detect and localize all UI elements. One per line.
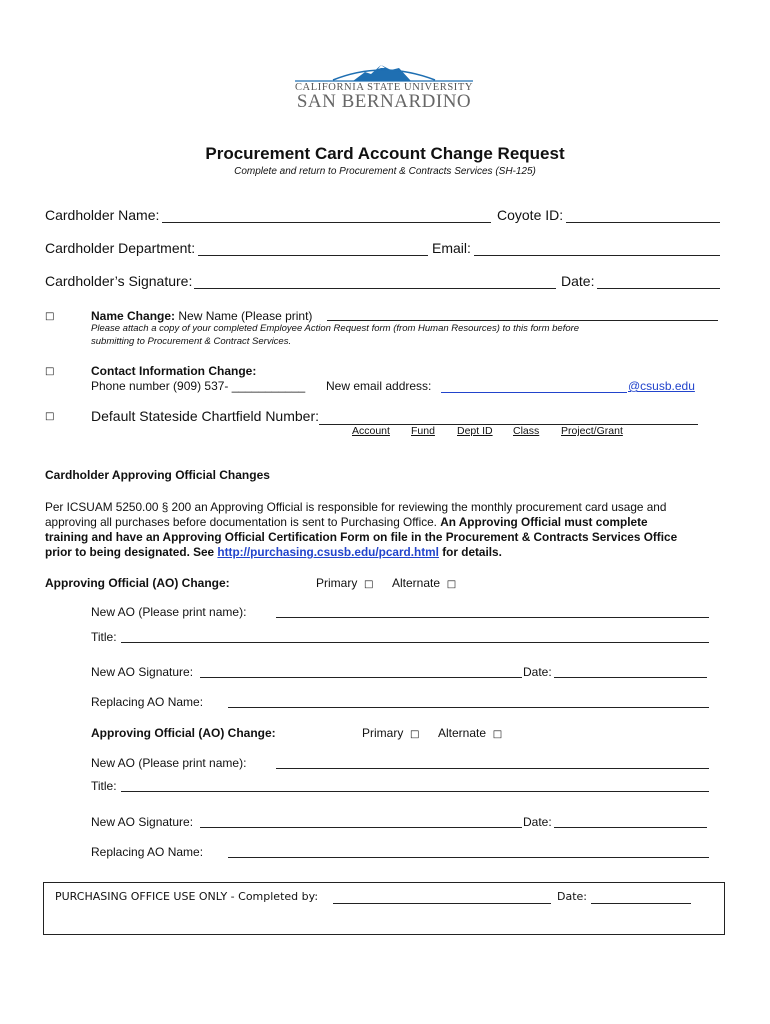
- ao-paragraph: [45, 500, 677, 560]
- ao-block-2-alternate: Alternate □: [438, 726, 503, 740]
- email-label: Email:: [432, 240, 471, 256]
- ao-block-2-primary: Primary □: [362, 726, 420, 740]
- chartfield-label: Default Stateside Chartfield Number:: [91, 408, 319, 424]
- contact-change-checkbox[interactable]: □: [45, 366, 55, 377]
- ao-paragraph-line-3: training and have an Approving Official Certification Form on file in the Procurement & Contracts Services Office: [45, 530, 678, 544]
- name-change-text: New Name (Please print): [178, 309, 313, 323]
- ao-paragraph-line-2: approving all purchases before documentation is sent to Purchasing Office. An Approving Official must complete: [45, 515, 648, 529]
- ao-section-heading: Cardholder Approving Official Changes: [45, 468, 270, 482]
- logo-line-2: SAN BERNARDINO: [296, 91, 472, 112]
- chartfield-part-class: Class: [513, 425, 540, 437]
- logo-line-1: CALIFORNIA STATE UNIVERSITY: [294, 82, 474, 93]
- ao-block-2-replacing-label: Replacing AO Name:: [91, 845, 204, 859]
- coyote-id-field[interactable]: [566, 222, 720, 223]
- office-use-box: [43, 882, 725, 935]
- ao-block-2-new-ao-label: New AO (Please print name):: [91, 756, 247, 770]
- ao-block-2-signature-label: New AO Signature:: [91, 815, 194, 829]
- ao-block-1-title-label: Title:: [91, 630, 117, 644]
- chartfield-checkbox[interactable]: □: [45, 411, 55, 422]
- pcard-link[interactable]: http://purchasing.csusb.edu/pcard.html: [217, 545, 439, 559]
- ao-block-2-title-field[interactable]: [121, 791, 709, 792]
- office-use-text: PURCHASING OFFICE USE ONLY - Completed by:: [55, 890, 319, 903]
- chartfield-part-account: Account: [352, 425, 390, 437]
- ao-block-1-signature-label: New AO Signature:: [91, 665, 194, 679]
- department-label: Cardholder Department:: [45, 240, 196, 256]
- ao-block-1-alternate: Alternate □: [392, 576, 457, 590]
- ao-block-1-replacing-field[interactable]: [228, 707, 709, 708]
- name-change-line: [91, 309, 312, 323]
- ao-paragraph-line-1: Per ICSUAM 5250.00 § 200 an Approving Official is responsible for reviewing the monthly procurement card usage and: [45, 500, 667, 514]
- signature-label: Cardholder’s Signature:: [45, 273, 193, 289]
- ao-block-1-title-field[interactable]: [121, 642, 709, 643]
- phone-number-label: Phone number (909) 537- ___________: [91, 379, 306, 393]
- office-completed-by-field[interactable]: [333, 903, 551, 904]
- date-field[interactable]: [597, 288, 720, 289]
- signature-field[interactable]: [194, 288, 556, 289]
- date-label: Date:: [561, 273, 595, 289]
- new-name-field[interactable]: [327, 320, 718, 321]
- ao-block-1-date-field[interactable]: [554, 677, 707, 678]
- chartfield-part-dept-id: Dept ID: [457, 425, 493, 437]
- name-change-note-1: Please attach a copy of your completed Employee Action Request form (from Human Resources) to this form before: [91, 323, 580, 334]
- page-subtitle: Complete and return to Procurement & Contracts Services (SH-125): [234, 166, 536, 177]
- ao-paragraph-line-4: prior to being designated. See http://purchasing.csusb.edu/pcard.html for details.: [45, 545, 502, 559]
- ao-block-2-date-label: Date:: [523, 815, 552, 829]
- department-field[interactable]: [198, 255, 428, 256]
- ao-block-2-new-ao-field[interactable]: [276, 768, 709, 769]
- new-email-label: New email address:: [326, 379, 432, 393]
- ao-block-2-replacing-field[interactable]: [228, 857, 709, 858]
- ao-block-1-primary-checkbox[interactable]: □: [364, 579, 374, 590]
- ao-block-2-signature-field[interactable]: [200, 827, 522, 828]
- office-date-label: Date:: [557, 890, 587, 903]
- ao-block-1-new-ao-label: New AO (Please print name):: [91, 605, 247, 619]
- email-field[interactable]: [474, 255, 720, 256]
- chartfield-part-project-grant: Project/Grant: [561, 425, 623, 437]
- email-domain: @csusb.edu: [628, 379, 695, 393]
- ao-block-2-alternate-checkbox[interactable]: □: [492, 729, 503, 740]
- ao-block-2-title-label: Title:: [91, 779, 117, 793]
- ao-block-1-new-ao-field[interactable]: [276, 617, 709, 618]
- cardholder-name-field[interactable]: [162, 222, 491, 223]
- ao-block-2-primary-checkbox[interactable]: □: [410, 729, 420, 740]
- chartfield-part-fund: Fund: [411, 425, 435, 437]
- new-email-field[interactable]: [441, 392, 627, 393]
- cardholder-name-label: Cardholder Name:: [45, 207, 160, 223]
- coyote-id-label: Coyote ID:: [497, 207, 564, 223]
- name-change-note-2: submitting to Procurement & Contract Services.: [91, 336, 292, 347]
- office-date-field[interactable]: [591, 903, 691, 904]
- university-logo: [293, 60, 475, 116]
- ao-block-1-replacing-label: Replacing AO Name:: [91, 695, 204, 709]
- name-change-label: Name Change:: [91, 309, 176, 323]
- ao-block-1-alternate-checkbox[interactable]: □: [446, 579, 457, 590]
- ao-block-2-date-field[interactable]: [554, 827, 707, 828]
- contact-change-label: Contact Information Change:: [91, 364, 257, 378]
- ao-block-1-date-label: Date:: [523, 665, 552, 679]
- name-change-checkbox[interactable]: □: [45, 311, 55, 322]
- ao-block-1-signature-field[interactable]: [200, 677, 522, 678]
- ao-block-2-heading: Approving Official (AO) Change:: [91, 726, 276, 740]
- page-title: Procurement Card Account Change Request: [205, 144, 565, 163]
- ao-block-1-primary: Primary □: [316, 576, 374, 590]
- ao-block-1-heading: Approving Official (AO) Change:: [45, 576, 230, 590]
